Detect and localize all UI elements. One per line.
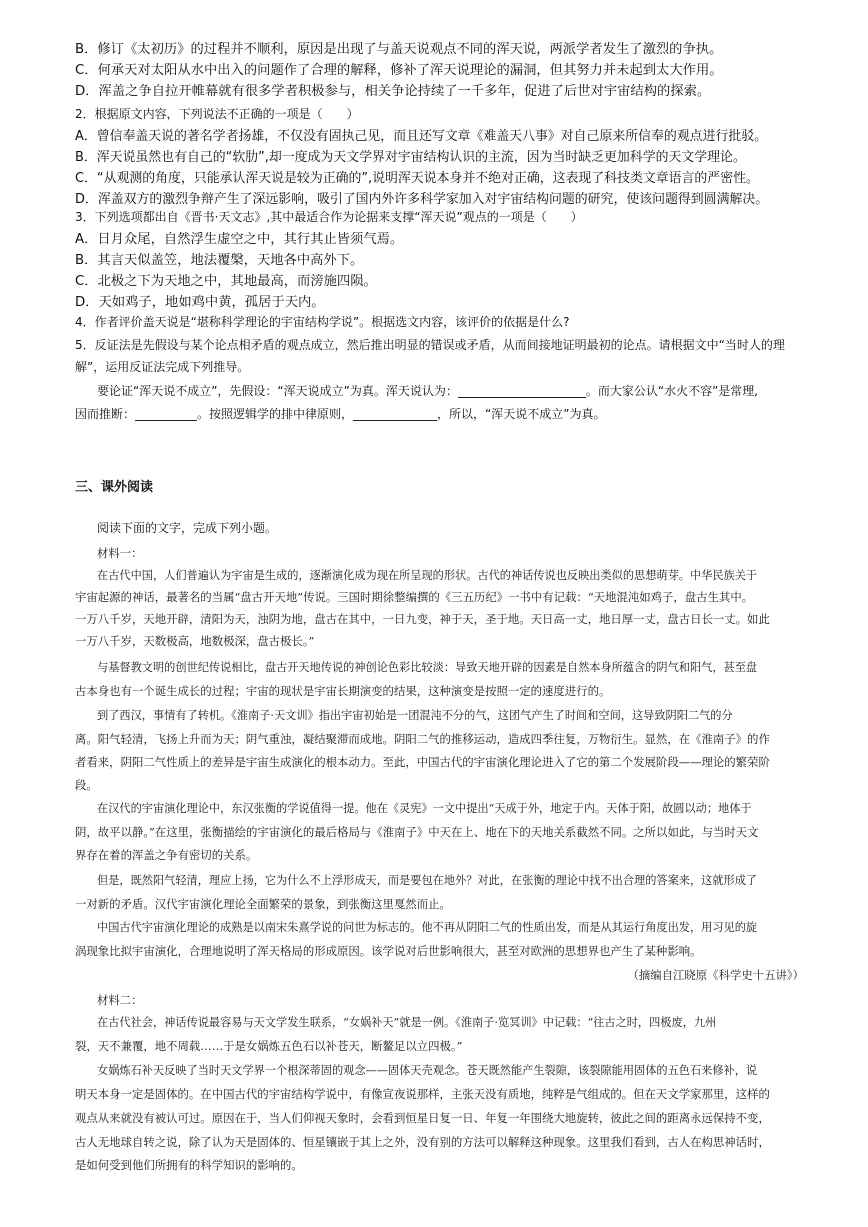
m1-line: 到了西汉，事情有了转机。《淮南子·天文训》指出宇宙初始是一团混沌不分的气，这团气产生了时间和空间，这导致阴阳二气的分 [97, 709, 733, 722]
q3-option-d: D．天如鸡子，地如鸡中黄，孤居于天内。 [75, 295, 325, 310]
q5-stem-line2: 解”，运用反证法完成下列推导。 [75, 360, 250, 374]
m2-line: 明天本身一定是固体的。在中国古代的宇宙结构学说中，有像宣夜说那样，主张天没有质地，纯粹是气组成的。但在天文学家那里，这样的 [75, 1087, 770, 1101]
m1-line: 古本身也有一个诞生成长的过程；宇宙的现状是宇宙长期演变的结果，这种演变是按照一定的速度进行的。 [75, 684, 611, 698]
q3-option-c: C．北极之下为天地之中，其地最高，而滂施四陨。 [75, 274, 377, 289]
m1-line: 者看来，阴阳二气性质上的差异是宇宙生成演化的根本动力。至此，中国古代的宇宙演化理论进入了它的第二个发展阶段——理论的繁荣阶 [75, 755, 770, 769]
q4-stem: 4．作者评价盖天说是“堪称科学理论的宇宙结构学说”。根据选文内容，该评价的依据是什么? [75, 315, 570, 329]
q2-option-b: B．浑天说虽然也有自己的“软肋”,却一度成为天文学界对宇宙结构认识的主流，因为当时缺乏更加科学的天文学理论。 [75, 150, 746, 165]
m1-line: 段。 [75, 778, 98, 792]
q5-fill-text-d: 。按照逻辑学的排中律原则， [197, 407, 354, 421]
q5-blank-3[interactable] [353, 406, 437, 421]
m2-line: 裂，天不兼覆，地不周载……于是女娲炼五色石以补苍天，断鳌足以立四极。” [75, 1039, 463, 1053]
q2-option-c: C．“从观测的角度，只能承认浑天说是较为正确的”,说明浑天说本身并不绝对正确，这表现了科技类文章语言的严密性。 [75, 171, 759, 186]
q5-fill-text-a: 要论证“浑天说不成立”，先假设：“浑天说成立”为真。浑天说认为： [97, 384, 458, 398]
material1-label: 材料一： [97, 546, 143, 560]
q3-option-b: B．其言天似盖笠，地法覆槃，天地各中高外下。 [75, 253, 364, 268]
q5-fill-text-c: 因而推断： [75, 407, 136, 421]
m1-line: 一万八千岁，天地开辟，清阳为天，浊阴为地，盘古在其中，一日九变，神于天，圣于地。天日高一丈，地日厚一丈，盘古日长一丈。如此 [75, 612, 770, 626]
q5-blank-1[interactable] [458, 383, 586, 398]
reading-instruction: 阅读下面的文字，完成下列小题。 [97, 521, 278, 535]
q1-option-b: B．修订《太初历》的过程并不顺利，原因是出现了与盖天说观点不同的浑天说，两派学者发生了激烈的争执。 [75, 42, 723, 57]
m1-line: 阴，故平以静。”在这里，张衡描绘的宇宙演化的最后格局与《淮南子》中天在上、地在下的天地关系截然不同。之所以如此，与当时天文 [75, 825, 759, 839]
q5-fill-text-e: ，所以，“浑天说不成立”为真。 [437, 407, 606, 421]
q2-stem: 2．根据原文内容，下列说法不正确的一项是（ ） [75, 107, 359, 121]
q2-option-a: A．曾信奉盖天说的著名学者扬雄，不仅没有固执己见，而且还写文章《难盖天八事》对自己原来所信奉的观点进行批驳。 [75, 129, 768, 144]
m2-line: 古人无地球自转之说，除了认为天是固体的、恒星镶嵌于其上之外，没有别的方法可以解释这种现象。这里我们看到，古人在构思神话时， [75, 1135, 770, 1149]
q5-fill-line2 [75, 404, 605, 424]
q5-blank-2[interactable] [135, 406, 197, 421]
q2-option-d: D．浑盖双方的激烈争辩产生了深远影响，吸引了国内外许多科学家加入对宇宙结构问题的研究，使该问题得到圆满解决。 [75, 192, 769, 207]
m1-line: 宇宙起源的神话，最著名的当属“盘古开天地”传说。三国时期徐整编撰的《三五历纪》一书中有记载：“天地混沌如鸡子，盘古生其中。 [75, 590, 754, 604]
q1-option-d: D．浑盖之争自拉开帷幕就有很多学者积极参与，相关争论持续了一千多年，促进了后世对宇宙结构的探索。 [75, 84, 711, 99]
m1-line: 与基督教文明的创世纪传说相比，盘古开天地传说的神创论色彩比较淡：导致天地开辟的因素是自然本身所蕴含的阴气和阳气，甚至盘 [97, 661, 758, 674]
m1-line: 中国古代宇宙演化理论的成熟是以南宋朱熹学说的问世为标志的。他不再从阴阳二气的性质出发，而是从其运行角度出发，用习见的旋 [97, 921, 758, 934]
material1-source: （摘编自江晓原《科学史十五讲》） [627, 968, 804, 982]
m2-line: 观点从来就没有被认可过。原因在于，当人们仰视天象时，会看到恒星日复一日、年复一年围绕大地旋转，彼此之间的距离永远保持不变， [75, 1111, 770, 1125]
section-title: 三、课外阅读 [75, 480, 154, 495]
m2-line: 在古代社会，神话传说最容易与天文学发生联系，“女娲补天”就是一例。《淮南子·览冥训》中记载：“往古之时，四极废，九州 [97, 1016, 717, 1029]
q3-option-a: A．日月众尾，自然浮生虚空之中，其行其止皆须气焉。 [75, 232, 404, 247]
m2-line: 是如何受到他们所拥有的科学知识的影响的。 [75, 1158, 303, 1172]
m1-line: 一对新的矛盾。汉代宇宙演化理论全面繁荣的景象，到张衡这里戛然而止。 [75, 897, 451, 911]
m1-line: 界存在着的浑盖之争有密切的关系。 [75, 848, 258, 862]
material2-label: 材料二： [97, 993, 143, 1007]
m1-line: 涡现象比拟宇宙演化，合理地说明了浑天格局的形成原因。该学说对后世影响很大，甚至对欧洲的思想界也产生了某种影响。 [75, 944, 702, 958]
m1-line: 一万八千岁，天数极高，地数极深，盘古极长。” [75, 634, 315, 648]
m1-line: 离。阳气轻清，飞扬上升而为天；阴气重浊，凝结聚滞而成地。阴阳二气的推移运动，造成四季往复，万物衍生。显然，在《淮南子》的作 [75, 732, 770, 746]
m1-line: 但是，既然阳气轻清，理应上扬，它为什么不上浮形成天，而是要包在地外？对此，在张衡的理论中找不出合理的答案来，这就形成了 [97, 874, 758, 887]
q5-fill-text-b: 。而大家公认“水火不容”是常理, [585, 384, 759, 398]
q5-stem-line1: 5．反证法是先假设与某个论点相矛盾的观点成立，然后推出明显的错误或矛盾，从而间接地证明最初的论点。请根据文中“当时人的理 [75, 338, 785, 352]
m2-line: 女娲炼石补天反映了当时天文学界一个根深蒂固的观念——固体天壳观念。苍天既然能产生裂隙，该裂隙能用固体的五色石来修补，说 [97, 1064, 758, 1077]
q1-option-c: C．何承天对太阳从水中出入的问题作了合理的解释，修补了浑天说理论的漏洞，但其努力并未起到太大作用。 [75, 63, 723, 78]
q3-stem: 3．下列选项都出自《晋书·天文志》,其中最适合作为论据来支撑“浑天说”观点的一项是（ ） [75, 210, 583, 224]
q5-fill-line1 [97, 381, 758, 401]
m1-line: 在古代中国，人们普遍认为宇宙是生成的，逐渐演化成为现在所呈现的形状。古代的神话传说也反映出类似的思想萌芽。中华民族关于 [97, 569, 758, 582]
m1-line: 在汉代的宇宙演化理论中，东汉张衡的学说值得一提。他在《灵宪》一文中提出“天成于外，地定于内。天体于阳，故圆以动；地体于 [97, 802, 752, 815]
